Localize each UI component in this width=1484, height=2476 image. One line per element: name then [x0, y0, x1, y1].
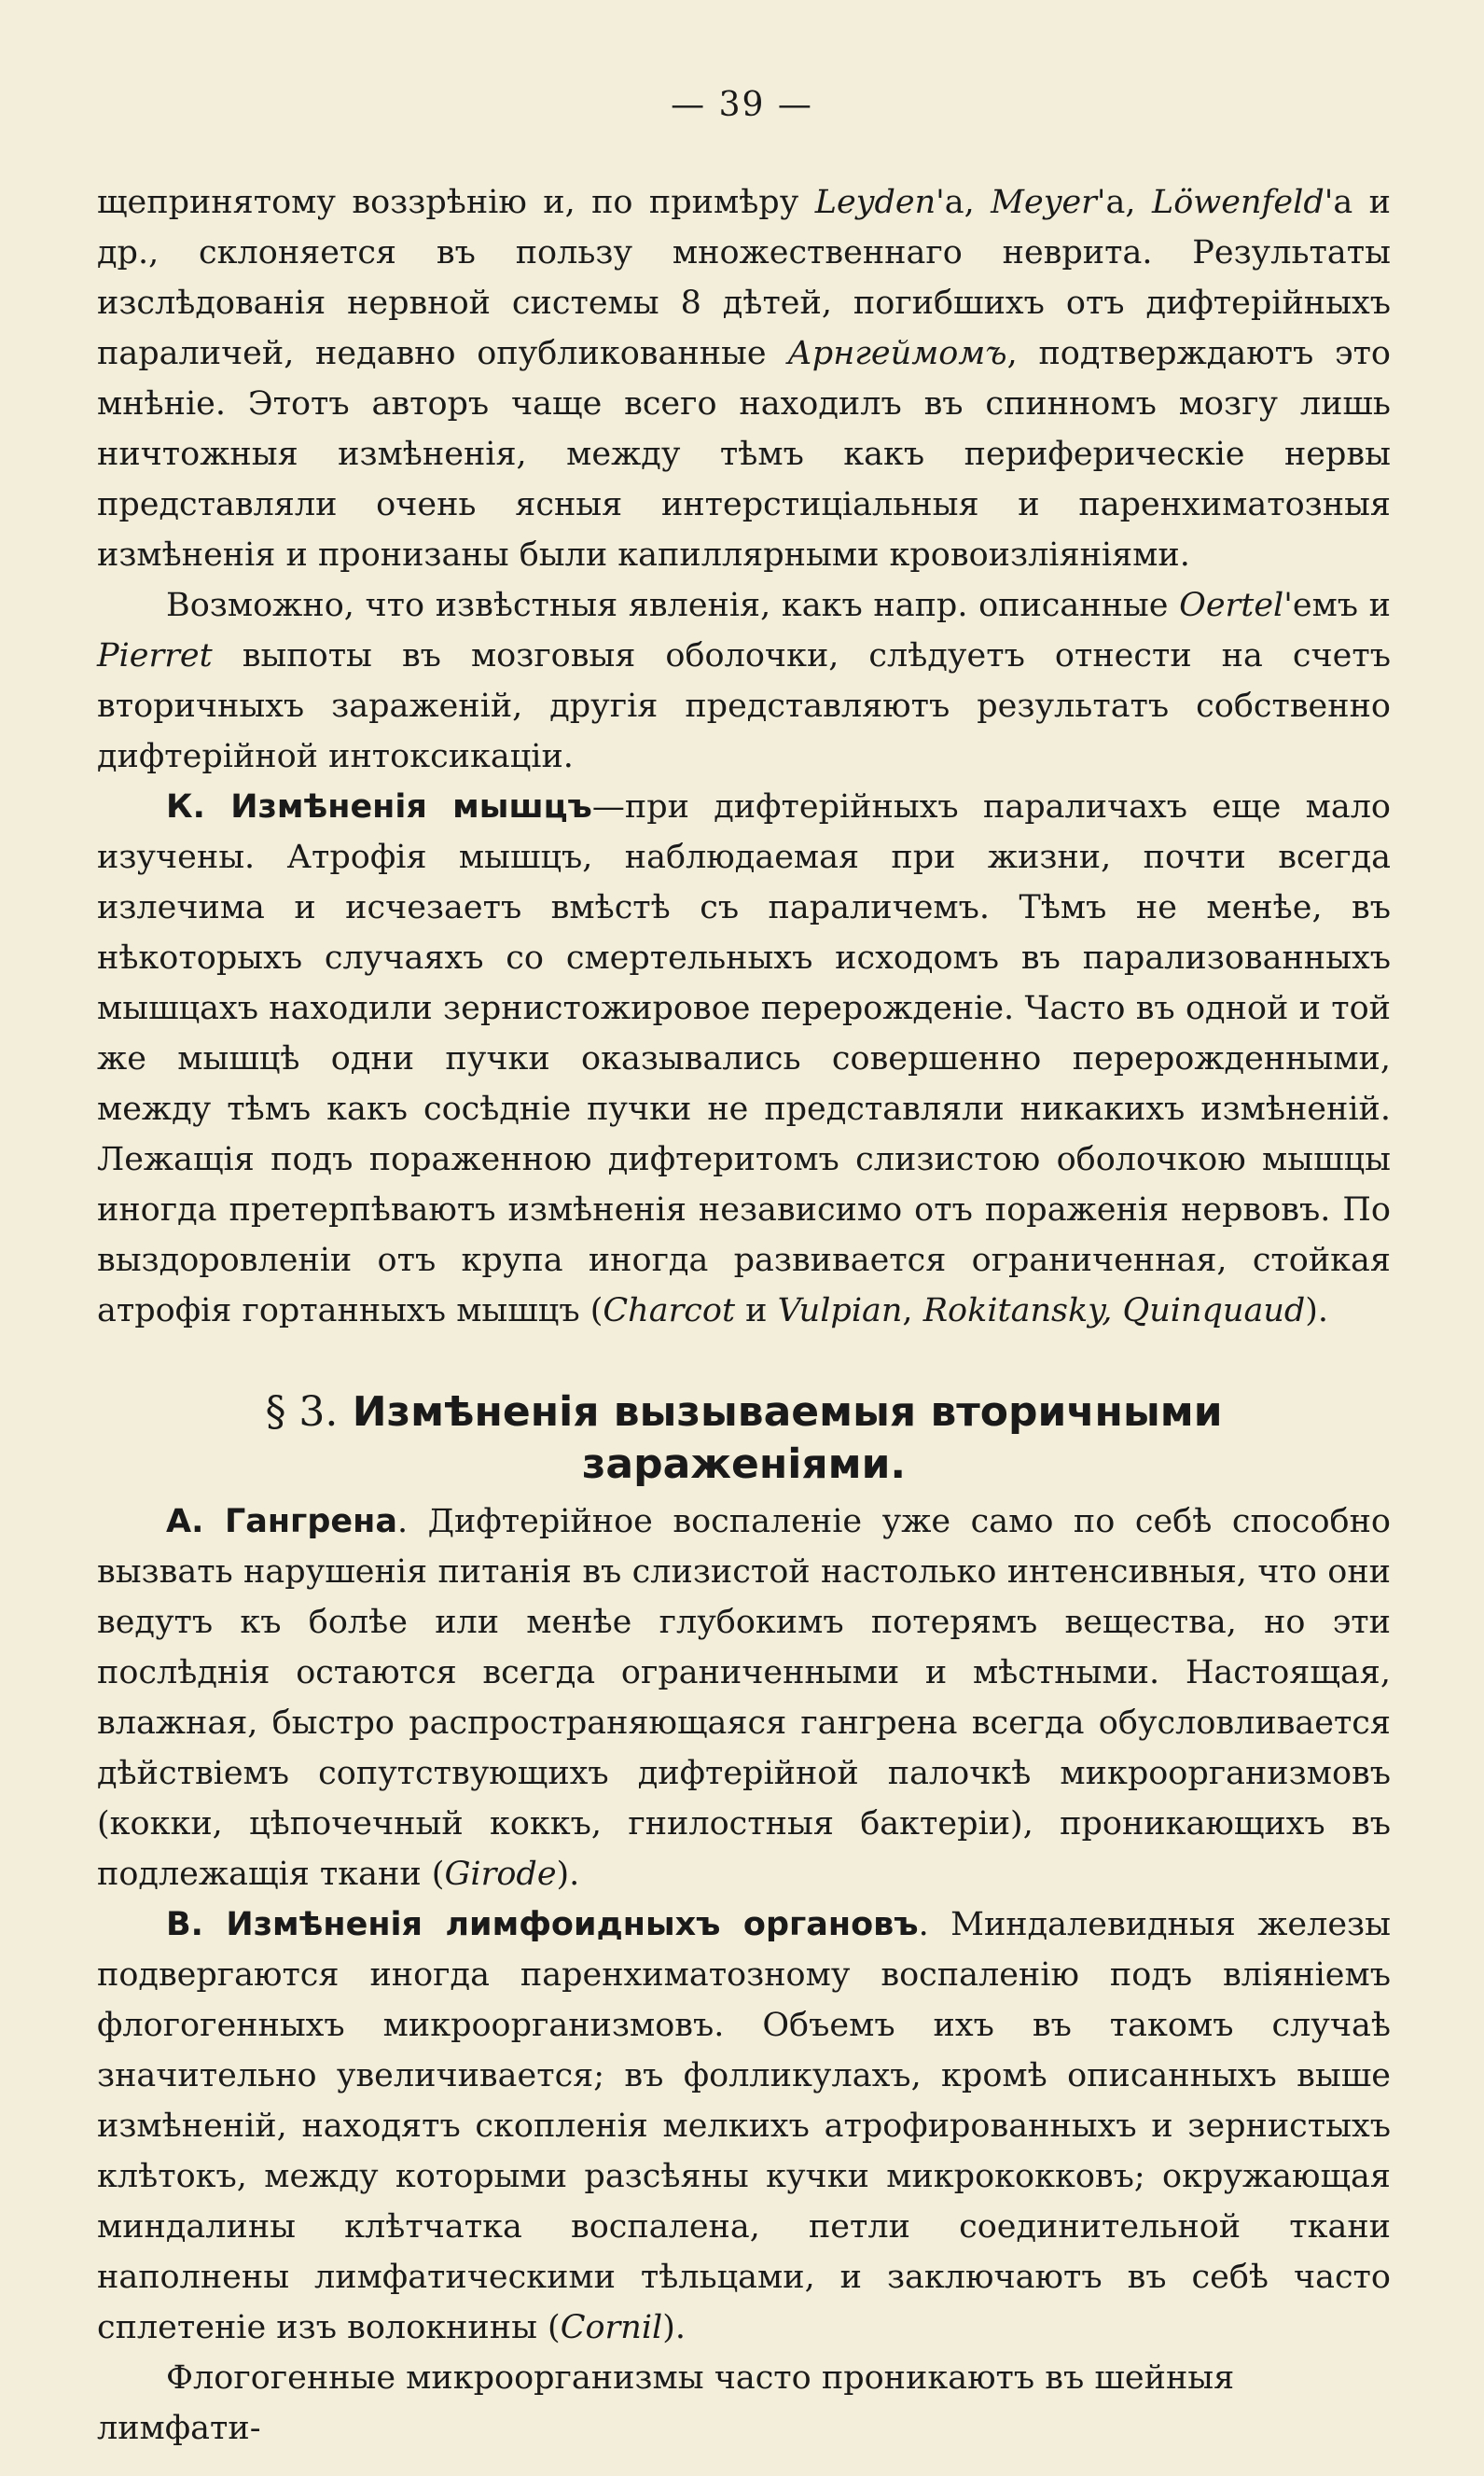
- paragraph-secondary-infections: [97, 580, 1391, 782]
- text: Возможно, что извѣстныя явленія, какъ напр. описанные: [166, 587, 1180, 624]
- subsection-heading: К. Измѣненія мышцъ: [166, 788, 592, 826]
- author-name: Oertel: [1179, 587, 1284, 624]
- paragraph-muscle-changes: [97, 782, 1391, 1336]
- author-name: Girode: [444, 1856, 557, 1893]
- section-heading: [97, 1386, 1391, 1491]
- author-name: Арнгеймомъ: [787, 335, 1007, 372]
- paragraph-neuritis: [97, 177, 1391, 580]
- page-body: [97, 177, 1391, 2454]
- page-number: — 39 —: [671, 86, 813, 124]
- text: ).: [1305, 1292, 1329, 1329]
- author-name: Meyer: [991, 184, 1097, 221]
- text: 'емъ и: [1283, 587, 1392, 624]
- text: ).: [662, 2309, 686, 2346]
- paragraph-lymphoid-organs: [97, 1899, 1391, 2353]
- text: , подтверждаютъ это мнѣніе. Этотъ авторъ чаще всего находилъ въ спинномъ мозгу лишь ничтожныя измѣненія, между тѣмъ какъ периферическіе нервы представляли очень ясныя интерстиціальныя и паренхиматозныя измѣненія и пронизаны были капиллярными кровоизліяніями.: [97, 335, 1391, 574]
- author-name: Charcot: [603, 1292, 736, 1329]
- text: Флогогенные микроорганизмы часто проникаютъ въ шейныя лимфати-: [97, 2359, 1235, 2447]
- text: 'а,: [1096, 184, 1152, 221]
- text: . Дифтерійное воспаленіе уже само по себѣ способно вызвать нарушенія питанія въ слизистой настолько интенсивныя, что они ведутъ къ болѣе или менѣе глубокимъ потерямъ вещества, но эти послѣднія остаются всегда ограниченными и мѣстными. Настоящая, влажная, быстро распространяющаяся гангрена всегда обусловливается дѣйствіемъ сопутствующихъ дифтерійной палочкѣ микроорганизмовъ (кокки, цѣпочечный коккъ, гнилостныя бактеріи), проникающихъ въ подлежащія ткани (: [97, 1503, 1391, 1893]
- paragraph-continuation: [97, 2353, 1391, 2454]
- author-name: Pierret: [97, 637, 213, 675]
- section-number: § 3.: [265, 1388, 339, 1436]
- author-name: Cornil: [560, 2309, 663, 2346]
- author-name: Löwenfeld: [1151, 184, 1325, 221]
- subsection-heading: В. Измѣненія лимфоидныхъ органовъ: [166, 1906, 919, 1943]
- text: 'а,: [936, 184, 992, 221]
- text: щепринятому воззрѣнію и, по примѣру: [97, 184, 815, 221]
- author-name: Rokitansky, Quinquaud: [922, 1292, 1306, 1329]
- text: выпоты въ мозговыя оболочки, слѣдуетъ отнести на счетъ вторичныхъ зараженій, другія представляютъ результатъ собственно дифтерійной интоксикаціи.: [97, 637, 1391, 775]
- author-name: Leyden: [814, 184, 936, 221]
- text: . Миндалевидныя железы подвергаются иногда паренхиматозному воспаленію подъ вліяніемъ флогогенныхъ микроорганизмовъ. Объемъ ихъ въ такомъ случаѣ значительно увеличивается; въ фолликулахъ, кромѣ описанныхъ выше измѣненій, находятъ скопленія мелкихъ атрофированныхъ и зернистыхъ клѣтокъ, между которыми разсѣяны кучки микрококковъ; окружающая миндалины клѣтчатка воспалена, петли соединительной ткани наполнены лимфатическими тѣльцами, и заключаютъ въ себѣ часто сплетеніе изъ волокнины (: [97, 1906, 1391, 2346]
- text: 'а и др., склоняется въ пользу множественнаго неврита. Результаты изслѣдованія нервной системы 8 дѣтей, погибшихъ отъ дифтерійныхъ параличей, недавно опубликованные: [97, 184, 1391, 372]
- text: —при дифтерійныхъ параличахъ еще мало изучены. Атрофія мышцъ, наблюдаемая при жизни, почти всегда излечима и исчезаетъ вмѣстѣ съ параличемъ. Тѣмъ не менѣе, въ нѣкоторыхъ случаяхъ со смертельныхъ исходомъ въ парализованныхъ мышцахъ находили зернистожировое перерожденіе. Часто въ одной и той же мышцѣ одни пучки оказывались совершенно перерожденными, между тѣмъ какъ сосѣдніе пучки не представляли никакихъ измѣненій. Лежащія подъ пораженною дифтеритомъ слизистою оболочкою мышцы иногда претерпѣваютъ измѣненія независимо отъ пораженія нервовъ. По выздоровленіи отъ крупа иногда развивается ограниченная, стойкая атрофія гортанныхъ мышцъ (: [97, 788, 1392, 1329]
- author-name: Vulpian: [777, 1292, 903, 1329]
- section-title: Измѣненія вызываемыя вторичными зараженіями.: [352, 1388, 1223, 1488]
- text: и: [735, 1292, 778, 1329]
- subsection-heading: А. Гангрена: [166, 1503, 397, 1540]
- text: ,: [902, 1292, 923, 1329]
- paragraph-gangrene: [97, 1496, 1391, 1899]
- text: ).: [556, 1856, 580, 1893]
